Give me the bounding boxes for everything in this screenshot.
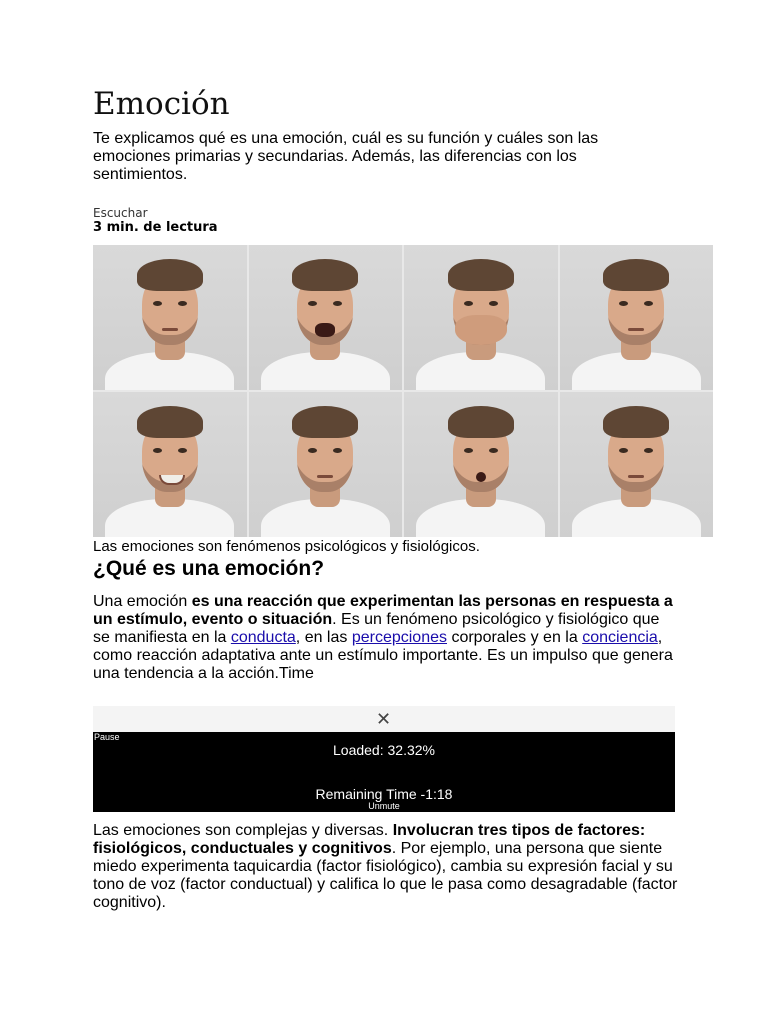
emotion-photo-grid [93,245,713,537]
paragraph-bold: es una reacción que experimentan las personas en respuesta a un estímulo, evento o situación [93,593,673,628]
paragraph-text: , como reacción adaptativa ante un estímulo importante. Es un impulso que genera una tendencia a la acción.Time [93,629,673,682]
paragraph-text: corporales y en la [447,629,583,646]
paragraph-definition [93,593,678,683]
face-tile-surprise [404,392,558,537]
paragraph-text: . Por ejemplo, una persona que siente miedo experimenta taquicardia (factor fisiológico), cambia su expresión facial y su tono de voz (factor conductual) y califica lo que le pasa como desagradable (factor cognitivo). [93,840,678,911]
face-tile-skeptical [560,245,714,390]
unmute-button[interactable]: Unmute [368,801,400,811]
ad-bar [93,706,675,732]
face-tile-sad [560,392,714,537]
paragraph-text: . Es un fenómeno psicológico y fisiológico que se manifiesta en la [93,611,660,646]
paragraph-text: Una emoción [93,593,192,610]
link-conciencia[interactable]: conciencia [582,629,658,646]
face-tile-shock-hand [404,245,558,390]
link-percepciones[interactable]: percepciones [351,629,447,646]
page-title: Emoción [93,86,230,122]
face-tile-screaming [249,245,403,390]
loaded-status: Loaded: 32.32% [333,742,435,758]
paragraph-bold: Involucran tres tipos de factores: fisiológicos, conductuales y cognitivos [93,822,646,857]
link-conducta[interactable]: conducta [230,629,296,646]
remaining-time: Remaining Time -1:18 [315,786,453,802]
section-heading: ¿Qué es una emoción? [93,557,325,580]
video-player[interactable] [93,732,675,812]
face-tile-doubt [93,245,247,390]
face-tile-smiling [93,392,247,537]
paragraph-text: , en las [295,629,352,646]
read-time: 3 min. de lectura [93,220,218,235]
article-intro: Te explicamos qué es una emoción, cuál es su función y cuáles son las emociones primarias y secundarias. Además, las diferencias con los sentimientos. [93,130,599,183]
listen-button[interactable]: Escuchar [93,206,148,220]
close-icon[interactable]: ✕ [376,709,392,729]
paragraph-factors [93,822,678,912]
pause-button[interactable]: Pause [94,732,120,742]
image-caption: Las emociones son fenómenos psicológicos y fisiológicos. [93,538,480,555]
face-tile-disgust [249,392,403,537]
paragraph-text: Las emociones son complejas y diversas. [93,822,393,839]
